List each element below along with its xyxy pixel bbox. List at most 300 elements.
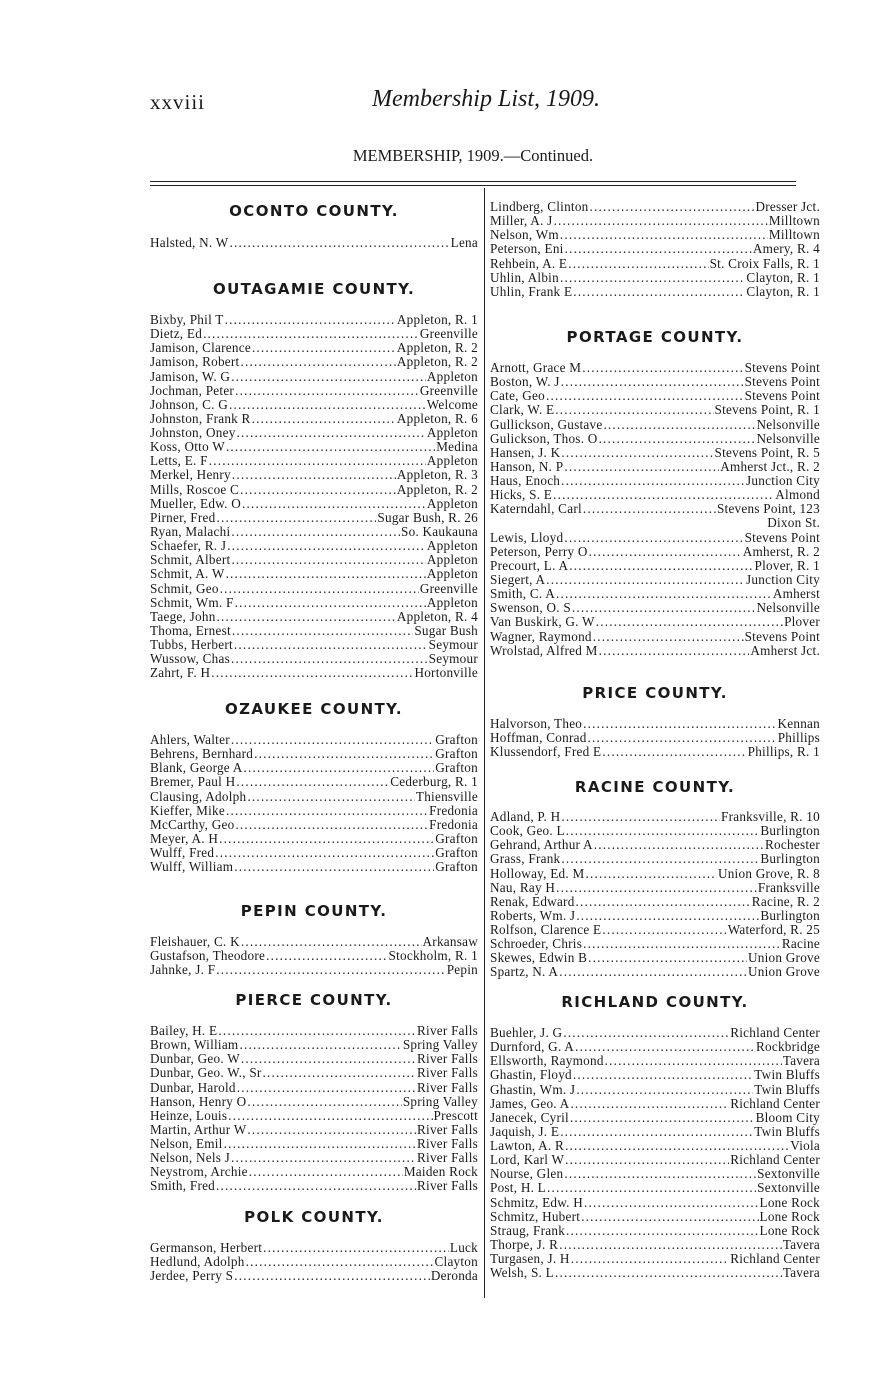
member-entry	[150, 1241, 478, 1255]
dot-leader	[246, 1255, 434, 1269]
member-name: Straug, Frank	[490, 1223, 566, 1238]
member-place: Richland Center	[730, 1252, 820, 1267]
dot-leader	[556, 587, 772, 601]
dot-leader	[570, 1097, 729, 1111]
member-entry	[490, 361, 820, 375]
dot-leader	[217, 610, 396, 624]
member-entry	[150, 860, 478, 874]
member-name: Jamison, Robert	[150, 355, 240, 370]
member-place: Appleton	[426, 426, 478, 440]
dot-leader	[211, 666, 413, 680]
member-place: Burlington	[760, 824, 820, 839]
member-name: Uhlin, Frank E	[490, 284, 573, 299]
member-name: Dunbar, Geo. W., Sr	[150, 1066, 262, 1081]
dot-leader	[254, 747, 434, 761]
member-name: Klussendorf, Fred E	[490, 745, 602, 760]
member-entry	[150, 949, 478, 963]
member-place: Greenville	[419, 327, 478, 342]
member-entry	[150, 846, 478, 860]
member-name: Jahnke, J. F	[150, 963, 216, 978]
dot-leader	[572, 601, 756, 615]
member-name: Blank, George A	[150, 761, 243, 776]
member-entry	[490, 1196, 820, 1210]
member-entry	[490, 446, 820, 460]
member-name: Lawton, A. R	[490, 1139, 565, 1153]
member-entry	[490, 214, 820, 228]
member-name: Arnott, Grace M	[490, 361, 582, 375]
member-entry	[490, 545, 820, 559]
member-name: Johnston, Frank R	[150, 411, 251, 426]
dot-leader	[565, 1139, 789, 1153]
member-entry	[150, 412, 478, 426]
member-place: Fredonia	[429, 817, 478, 832]
member-place: Appleton	[426, 369, 478, 384]
dot-leader	[234, 638, 428, 652]
member-place: Richland Center	[730, 1096, 820, 1111]
member-entry	[490, 1083, 820, 1097]
dot-leader	[553, 488, 774, 502]
member-place: Maiden Rock	[403, 1165, 478, 1180]
member-entry	[150, 553, 478, 567]
dot-leader	[573, 1068, 753, 1082]
member-entry	[490, 1068, 820, 1082]
member-place: Phillips	[777, 731, 820, 746]
dot-leader	[216, 963, 445, 977]
member-entry	[490, 271, 820, 285]
member-place: Twin Bluffs	[754, 1124, 820, 1139]
member-name: Uhlin, Albin	[490, 270, 559, 285]
member-entry	[490, 242, 820, 256]
member-place: Appleton	[426, 553, 478, 568]
member-entry	[490, 432, 820, 446]
dot-leader	[252, 412, 396, 426]
member-entry	[150, 313, 478, 327]
dot-leader	[225, 313, 396, 327]
dot-leader	[242, 497, 426, 511]
member-name: Miller, A. J	[490, 214, 553, 229]
member-entry	[150, 652, 478, 666]
member-name: Boston, W. J	[490, 375, 560, 390]
member-name: Schmit, A. W	[150, 567, 225, 582]
dot-leader	[602, 923, 726, 937]
member-place: Rockbridge	[755, 1040, 820, 1055]
dot-leader	[605, 1054, 782, 1068]
dot-leader	[561, 852, 759, 866]
running-title: Membership List, 1909.	[372, 86, 600, 112]
member-entry	[150, 775, 478, 789]
member-entry	[150, 426, 478, 440]
member-place: Phillips, R. 1	[747, 745, 820, 760]
member-name: Thorpe, J. R	[490, 1238, 559, 1252]
dot-leader	[231, 370, 426, 384]
dot-leader	[219, 832, 434, 846]
member-entry	[490, 810, 820, 824]
dot-leader	[244, 761, 435, 775]
dot-leader	[576, 895, 751, 909]
member-entry	[490, 1266, 820, 1280]
member-entry	[490, 559, 820, 573]
dot-leader	[593, 630, 744, 644]
member-name: Thoma, Ernest	[150, 623, 231, 638]
member-place: Viola	[790, 1139, 820, 1153]
dot-leader	[590, 200, 755, 214]
member-place: Milltown	[768, 214, 820, 229]
member-entry	[150, 935, 478, 949]
member-entry	[150, 341, 478, 355]
member-entry	[490, 257, 820, 271]
member-place: Spring Valley	[402, 1094, 478, 1109]
member-entry	[490, 1111, 820, 1125]
member-name: Schmit, Albert	[150, 553, 231, 568]
member-place: Racine	[781, 937, 820, 952]
member-entry	[150, 666, 478, 680]
county-heading-pepin-county: PEPIN COUNTY.	[240, 902, 388, 920]
member-place: Spring Valley	[402, 1038, 478, 1053]
county-heading-racine-county: RACINE COUNTY.	[574, 778, 736, 796]
member-place: Clayton	[434, 1255, 478, 1270]
member-place: Appleton	[426, 567, 478, 582]
member-place: Franksville	[757, 880, 820, 895]
dot-leader	[594, 838, 764, 852]
member-name: Nelson, Nels J	[150, 1151, 231, 1166]
member-entry	[150, 384, 478, 398]
dot-leader	[583, 717, 776, 731]
member-name: Lindberg, Clinton	[490, 200, 589, 214]
member-name: Martin, Arthur W	[150, 1122, 247, 1137]
member-name: Wagner, Raymond	[490, 629, 592, 644]
dot-leader	[570, 1111, 755, 1125]
member-name: Renak, Edward	[490, 894, 575, 909]
member-place: Prescott	[433, 1108, 478, 1123]
member-name: Jerdee, Perry S	[150, 1269, 234, 1284]
dot-leader	[234, 1269, 430, 1283]
member-entry	[150, 1123, 478, 1137]
member-place: Grafton	[435, 860, 478, 875]
member-name: Schmit, Wm. F	[150, 595, 234, 610]
member-entry	[490, 1153, 820, 1167]
member-entry	[150, 398, 478, 412]
member-name: Buehler, J. G	[490, 1026, 563, 1040]
member-name: Haus, Enoch	[490, 474, 561, 488]
member-name: Mills, Roscoe C	[150, 482, 240, 497]
dot-leader	[231, 1151, 416, 1165]
member-name: Schroeder, Chris	[490, 937, 583, 952]
member-place: Lena	[450, 236, 478, 250]
member-place: Amherst Jct.	[750, 643, 820, 658]
member-place: Arkansaw	[422, 935, 478, 949]
member-entry	[150, 638, 478, 652]
county-heading-polk-county: POLK COUNTY.	[244, 1208, 384, 1226]
member-name: Gustafson, Theodore	[150, 949, 266, 964]
member-place: Twin Bluffs	[754, 1068, 820, 1083]
member-place: Greenville	[419, 581, 478, 596]
member-place: Cederburg, R. 1	[390, 775, 478, 790]
member-name: Heinze, Louis	[150, 1108, 228, 1123]
member-name: Rehbein, A. E	[490, 256, 568, 271]
dot-leader	[231, 525, 400, 539]
member-name: Koss, Otto W	[150, 440, 225, 455]
member-entry	[150, 236, 478, 250]
dot-leader	[603, 418, 755, 432]
member-name: Ahlers, Walter	[150, 733, 230, 747]
member-place: Greenville	[419, 383, 478, 398]
member-place: Franksville, R. 10	[720, 810, 820, 824]
member-place: Stevens Point	[744, 530, 820, 545]
member-entry	[150, 1095, 478, 1109]
member-entry	[490, 389, 820, 403]
member-name: Dietz, Ed	[150, 327, 203, 342]
member-entry	[150, 525, 478, 539]
member-entry	[490, 731, 820, 745]
dot-leader	[263, 1241, 449, 1255]
member-place: River Falls	[417, 1080, 478, 1095]
member-place: Appleton, R. 2	[396, 355, 478, 370]
dot-leader	[215, 846, 434, 860]
member-place: Appleton, R. 3	[396, 468, 478, 483]
member-place: Deronda	[430, 1269, 478, 1284]
member-entry	[490, 717, 820, 731]
member-name: Tubbs, Herbert	[150, 638, 233, 652]
column-divider	[484, 188, 485, 1298]
member-name: Nourse, Glen	[490, 1167, 564, 1182]
member-place: Sugar Bush, R. 26	[377, 510, 478, 525]
member-entry	[150, 355, 478, 369]
member-entry	[490, 1167, 820, 1181]
member-place: Grafton	[435, 846, 478, 860]
member-entry	[490, 1097, 820, 1111]
county-heading-richland-county: RICHLAND COUNTY.	[561, 993, 749, 1011]
member-name: Skewes, Edwin B	[490, 951, 588, 966]
member-entry	[150, 1269, 478, 1283]
member-place: Sugar Bush	[414, 623, 478, 638]
member-entry	[490, 644, 820, 658]
dot-leader	[599, 432, 756, 446]
member-place: Amherst	[772, 587, 820, 602]
dot-leader	[589, 545, 742, 559]
member-name: Roberts, Wm. J	[490, 908, 576, 923]
member-name: Johnson, C. G	[150, 397, 228, 412]
member-name: Clark, W. E	[490, 403, 555, 418]
member-entry	[150, 804, 478, 818]
member-place: Sextonville	[757, 1181, 820, 1196]
member-name: Kieffer, Mike	[150, 803, 225, 818]
member-entry	[490, 531, 820, 545]
member-name: Lord, Karl W	[490, 1153, 565, 1168]
member-name: Adland, P. H	[490, 810, 561, 824]
member-entry	[490, 965, 820, 979]
member-place: Appleton	[426, 595, 478, 610]
member-entry	[490, 1224, 820, 1238]
member-name: Rolfson, Clarence E	[490, 923, 602, 937]
member-place: River Falls	[417, 1137, 478, 1151]
member-place: Union Grove	[748, 951, 820, 966]
member-name: Lewis, Lloyd	[490, 530, 564, 545]
member-entry	[490, 1210, 820, 1224]
member-name: Clausing, Adolph	[150, 789, 247, 804]
dot-leader	[235, 384, 419, 398]
dot-leader	[561, 474, 745, 488]
member-place: Kennan	[777, 717, 820, 731]
member-entry	[150, 1109, 478, 1123]
member-name: Bremer, Paul H	[150, 775, 236, 790]
member-entry	[150, 1052, 478, 1066]
dot-leader	[235, 818, 428, 832]
member-name: Durnford, G. A	[490, 1040, 575, 1055]
dot-leader	[576, 909, 759, 923]
dot-leader	[568, 257, 708, 271]
dot-leader	[220, 582, 419, 596]
member-place: Appleton, R. 6	[396, 411, 478, 426]
member-entry	[490, 488, 820, 502]
dot-leader	[227, 539, 426, 553]
member-place: Union Grove	[748, 965, 820, 980]
member-name: Schmit, Geo	[150, 581, 219, 596]
member-place: Burlington	[760, 852, 820, 867]
member-name: Van Buskirk, G. W	[490, 615, 595, 630]
member-entry	[150, 596, 478, 610]
member-name: Gulickson, Thos. O	[490, 431, 598, 446]
dot-leader	[561, 375, 744, 389]
dot-leader	[581, 1210, 758, 1224]
dot-leader	[266, 949, 387, 963]
member-place: Tavera	[782, 1266, 820, 1281]
dot-leader	[573, 285, 745, 299]
member-name: Dunbar, Geo. W	[150, 1052, 240, 1067]
member-place: River Falls	[417, 1179, 478, 1194]
member-entry	[490, 573, 820, 587]
member-place: Appleton, R. 1	[396, 313, 478, 327]
dot-leader	[560, 228, 768, 242]
dot-leader	[563, 1026, 729, 1040]
dot-leader	[241, 935, 422, 949]
member-place: Appleton	[426, 496, 478, 511]
dot-leader	[231, 652, 428, 666]
member-place: Plover, R. 1	[754, 558, 820, 573]
dot-leader	[229, 236, 449, 250]
member-entry	[490, 418, 820, 432]
member-place: Tavera	[782, 1238, 820, 1252]
member-entry	[490, 923, 820, 937]
member-name: Jamison, Clarence	[150, 341, 251, 356]
member-name: Grass, Frank	[490, 852, 561, 867]
dot-leader	[559, 1238, 782, 1252]
member-place: River Falls	[417, 1024, 478, 1038]
member-place: Junction City	[746, 573, 820, 587]
member-entry	[490, 375, 820, 389]
dot-leader	[569, 559, 753, 573]
member-name: Wulff, Fred	[150, 846, 215, 860]
member-entry	[150, 454, 478, 468]
dot-leader	[560, 271, 745, 285]
dot-leader	[555, 403, 713, 417]
dot-leader	[546, 573, 745, 587]
dot-leader	[235, 596, 426, 610]
dot-leader	[547, 1181, 756, 1195]
dot-leader	[559, 965, 747, 979]
member-name: Janecek, Cyril	[490, 1110, 569, 1125]
dot-leader	[588, 731, 777, 745]
section-title: MEMBERSHIP, 1909.—Continued.	[352, 146, 594, 165]
member-name: Hicks, S. E	[490, 488, 553, 503]
member-place: Stevens Point	[744, 629, 820, 644]
member-place: Appleton, R. 2	[396, 482, 478, 497]
dot-leader	[236, 775, 389, 789]
member-entry	[490, 285, 820, 299]
member-name: McCarthy, Geo	[150, 817, 235, 832]
member-place: Almond	[775, 488, 820, 503]
member-entry	[490, 1181, 820, 1195]
member-place: Appleton	[426, 539, 478, 554]
member-entry	[490, 838, 820, 852]
dot-leader	[588, 951, 747, 965]
member-place: Richland Center	[730, 1026, 820, 1040]
dot-leader	[576, 1083, 753, 1097]
member-entry	[490, 937, 820, 951]
member-entry	[150, 539, 478, 553]
member-place: Nelsonville	[756, 417, 820, 432]
member-place: Pepin	[446, 963, 478, 978]
member-place: Appleton	[426, 454, 478, 469]
member-entry	[150, 624, 478, 638]
member-place: Appleton, R. 4	[396, 609, 478, 624]
member-place: Medina	[436, 440, 478, 455]
member-place: Clayton, R. 1	[746, 270, 820, 285]
member-name: Jamison, W. G	[150, 369, 231, 384]
member-entry	[490, 824, 820, 838]
dot-leader	[561, 446, 713, 460]
member-name: Gullickson, Gustave	[490, 417, 603, 432]
member-entry	[150, 582, 478, 596]
dot-leader	[224, 1137, 416, 1151]
member-name: Peterson, Eni	[490, 242, 564, 257]
member-entry	[490, 403, 820, 417]
county-heading-oconto-county: OCONTO COUNTY.	[229, 202, 399, 220]
member-place: Stevens Point, 123	[716, 502, 820, 517]
member-place: So. Kaukauna	[401, 525, 478, 539]
member-entry	[150, 610, 478, 624]
dot-leader	[237, 1081, 416, 1095]
dot-leader	[232, 468, 396, 482]
member-entry	[150, 468, 478, 482]
member-name: Behrens, Bernhard	[150, 747, 254, 762]
member-name: Nelson, Wm	[490, 228, 559, 243]
member-entry	[150, 832, 478, 846]
member-name: Bailey, H. E	[150, 1024, 218, 1038]
county-heading-pierce-county: PIERCE COUNTY.	[235, 991, 393, 1009]
member-place: Waterford, R. 25	[727, 923, 820, 937]
member-name: Jaquish, J. E	[490, 1124, 560, 1139]
member-name: Jochman, Peter	[150, 383, 235, 398]
member-name: Hoffman, Conrad	[490, 731, 587, 746]
member-name: Schmitz, Hubert	[490, 1209, 581, 1224]
dot-leader	[229, 398, 426, 412]
dot-leader	[226, 804, 428, 818]
member-place: Richland Center	[730, 1153, 820, 1168]
member-entry	[150, 733, 478, 747]
member-place: River Falls	[417, 1052, 478, 1067]
member-place: Fredonia	[429, 803, 478, 818]
member-place: Grafton	[435, 761, 478, 776]
member-place: Plover	[784, 615, 820, 630]
member-entry	[150, 370, 478, 384]
member-entry	[490, 587, 820, 601]
member-entry	[150, 497, 478, 511]
member-name: Halsted, N. W	[150, 236, 229, 250]
member-place: Lone Rock	[759, 1223, 820, 1238]
dot-leader	[231, 553, 425, 567]
member-place: Seymour	[428, 652, 478, 667]
member-entry	[490, 1125, 820, 1139]
